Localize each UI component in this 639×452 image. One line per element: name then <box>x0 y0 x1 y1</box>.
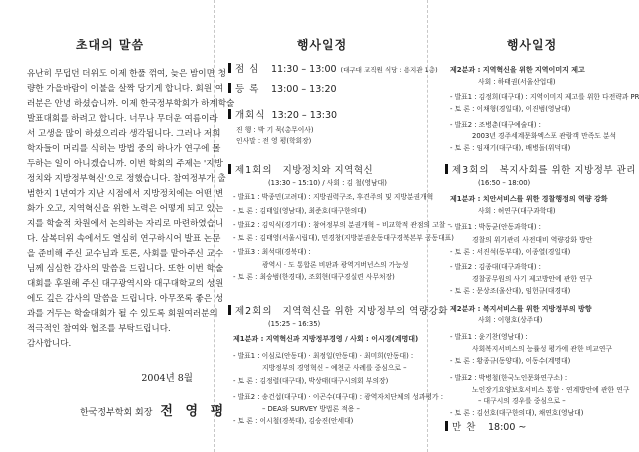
schedule-line: - 발표3 : 최석대(경북대) : <box>233 248 311 256</box>
bullet-bar-icon <box>228 305 231 315</box>
schedule-line: - 토 론 : 서진석(동부대), 이종열(경일대) <box>450 248 571 256</box>
schedule-line: - 토 론 : 임재기(대구대), 배병돌(위덕대) <box>450 144 571 152</box>
schedule-item <box>445 421 526 435</box>
subsession-title: 제1분과 : 지역혁신과 지방정부경영 / 사회 : 이시경(계명대) <box>233 335 419 343</box>
schedule-line: 경찰의 위기관리 사전대비 역량강화 방안 <box>472 236 593 244</box>
schedule-line: - 발표2 : 송건섭(대구대) · 이곤수(대구대) : 광역자치단체의 성과평가 : <box>233 393 444 401</box>
schedule-item <box>228 63 438 77</box>
greeting-date: 2004년 8월 <box>141 373 193 384</box>
bullet-bar-icon <box>228 63 231 73</box>
greeting-line: 을 준비해 주신 교수님과 토론, 사회를 맡아주신 교수 <box>27 249 224 259</box>
greeting-line: 화가 오고, 지역혁신을 위한 노력은 어떻게 되고 있는 <box>27 204 224 214</box>
schedule-label: 제1회의 <box>235 165 273 176</box>
schedule-line: 경찰공무원의 사기 제고방안에 관한 연구 <box>472 275 593 283</box>
session-header <box>445 164 636 178</box>
schedule-line: – DEA와 SURVEY 방법론 적용 – <box>262 405 360 413</box>
schedule-line: 지방정부의 경영혁신 – 예천군 사례를 중심으로 – <box>262 364 407 372</box>
schedule-time: 11:30 – 13:00 <box>271 64 337 75</box>
schedule-line: 인사말 : 전 영 평(학회장) <box>236 137 312 145</box>
schedule-item <box>228 83 337 97</box>
greeting-line: 감사합니다. <box>27 339 72 349</box>
schedule-line: 2003년 경주세계문화엑스포 관람객 만족도 분석 <box>472 132 617 140</box>
greeting-line: 적극적인 참여와 협조를 부탁드립니다. <box>27 324 171 334</box>
schedule-line: - 발표1 : 윤기찬(영남대) : <box>450 333 528 341</box>
schedule-line: - 발표2 : 조병춘(대구예술대) : <box>450 121 541 129</box>
bullet-bar-icon <box>445 164 448 174</box>
schedule-line: - 발표2 : 김익식(경기대) : 참여정부의 분권개혁 – 비교학적 관점의 고찰 – <box>233 221 451 229</box>
greeting-line: 서 고생을 많이 하셨으리라 생각됩니다. 그러나 저희 <box>27 129 221 139</box>
schedule-line: 광역시 · 도 통합론 비판과 광역거버넌스의 가능성 <box>262 261 409 269</box>
schedule-line: - 토 론 : 황종규(동양대), 이동수(계명대) <box>450 357 571 365</box>
subsession-title: 제1분과 : 치안서비스를 위한 경찰행정의 역량 강화 <box>450 195 608 203</box>
schedule-label: 제3회의 <box>452 165 490 176</box>
greeting-line: 러분은 안녕 하셨습니까. 이제 한국정부학회가 하계학술 <box>27 99 235 109</box>
schedule-line: 사회 : 하태권(서울산업대) <box>478 78 556 86</box>
bullet-bar-icon <box>228 164 231 174</box>
schedule-line: 노인장기요양보호서비스 통합 · 연계방안에 관한 연구 <box>472 386 630 394</box>
schedule-item <box>228 109 337 123</box>
schedule-line: - 토 론 : 문상조(울산대), 임헌규(대경대) <box>450 287 571 295</box>
schedule-line: 사회 : 허연구(대구과학대) <box>478 207 556 215</box>
greeting-line: 지를 학술적 차원에서 논의하는 자리로 마련하였습니 <box>27 219 224 229</box>
greeting-line: 유난히 무덥던 더위도 이제 한풀 꺾여, 늦은 밤이면 청 <box>27 69 226 79</box>
schedule-line: - 토 론 : 이시철(경북대), 김승진(안세대) <box>233 417 354 425</box>
schedule-line: - 발표1 : 이심로(안동대) · 최정일(안동대) · 최미희(안동대) : <box>233 352 414 360</box>
greeting-line: 다. 삼복더위 속에서도 열심히 연구하시어 발표 논문 <box>27 234 221 244</box>
schedule-time: 복지사회를 위한 지방정부 관리 <box>499 165 636 176</box>
subsession-title: 제2분과 : 복지서비스를 위한 지방정부의 방향 <box>450 305 592 313</box>
schedule-label: 제2회의 <box>235 306 273 317</box>
schedule-line: - 토 론 : 김태영(서울시립대), 민경창(지방분권운동대구경북본부 공동대표) <box>233 234 454 242</box>
schedule-label: 개회식 <box>235 110 266 121</box>
schedule-time: 13:00 – 13:20 <box>271 84 337 95</box>
schedule-line: (13:30 – 15:10) / 사회 : 김 철(영남대) <box>268 179 387 187</box>
signature-role: 한국정부학회 회장 <box>80 408 153 418</box>
schedule-line: – 대구시의 경우를 중심으로 – <box>478 397 566 405</box>
greeting-line: 에도 깊은 감사의 말씀을 드립니다. 아무쪼록 좋은 성 <box>27 294 224 304</box>
schedule-line: (15:25 – 16:35) <box>268 320 321 328</box>
schedule-line: - 발표1 : 박종민(고려대) : 지방권력구조, 후견주의 및 지방분권개혁 <box>233 193 434 201</box>
greeting-line: 범한지 1년여가 지난 시점에서 지방정치에는 어떤 변 <box>27 189 224 199</box>
bullet-bar-icon <box>228 109 231 119</box>
schedule-label: 점 심 <box>235 64 260 75</box>
bullet-bar-icon <box>445 421 448 431</box>
subsession-title: 제2분과 : 지역혁신을 위한 지역이미지 제고 <box>450 66 585 74</box>
schedule-line: - 발표1 : 박동균(안동과학대) : <box>450 223 541 231</box>
bullet-bar-icon <box>228 83 231 93</box>
right-schedule-title: 행사일정 <box>506 38 558 52</box>
schedule-time: 13:20 – 13:30 <box>271 110 338 121</box>
greeting-body <box>27 67 235 352</box>
schedule-time: 지방정치와 지역혁신 <box>282 165 374 176</box>
schedule-line: - 토 론 : 김정렬(대구대), 박상태(대구시의회 부의장) <box>233 377 389 385</box>
schedule-note: (대구대 교직원 식당 : 용지관 1층) <box>340 66 438 74</box>
schedule-line: - 발표2 : 김종대(대구과학대) : <box>450 263 541 271</box>
session-header <box>228 305 448 319</box>
schedule-line: - 토 론 : 이채형(경일대), 이진범(영남대) <box>450 105 571 113</box>
schedule-time: 지역혁신을 위한 지방정부의 역량강화 <box>282 306 448 317</box>
middle-schedule-title: 행사일정 <box>296 38 348 52</box>
greeting-line: 대회를 후원해 주신 대구광역시와 대구대학교의 성원 <box>27 279 224 289</box>
greeting-signature <box>80 400 227 419</box>
schedule-line: - 토 론 : 최승범(한경대), 조회현(대구경실련 사무처장) <box>233 273 395 281</box>
session-header <box>228 164 373 178</box>
signature-name: 전 영 평 <box>160 404 228 419</box>
greeting-line: 량한 가을바람이 이불을 살짝 당기게 합니다. 회원 여 <box>27 84 224 94</box>
greeting-title: 초대의 말씀 <box>75 38 145 52</box>
greeting-line: 발표대회를 하려고 합니다. 너무나 무더운 여름이라 <box>27 114 218 124</box>
greeting-line: 두하는 일이 아니겠습니까. 이번 학회의 주제는 '지방 <box>27 159 223 169</box>
schedule-line: - 발표2 : 박병철(한국노인문화연구소) : <box>450 374 568 382</box>
greeting-line: 과를 거두는 학술대회가 될 수 있도록 회원여러분의 <box>27 309 218 319</box>
schedule-line: - 토 론 : 김태일(영남대), 최준호(대구한의대) <box>233 207 367 215</box>
greeting-line: 정치와 지방정부혁신'으로 정했습니다. 참여정부가 출 <box>27 174 226 184</box>
schedule-label: 만 찬 <box>452 422 477 433</box>
greeting-line: 님께 심심한 감사의 말씀을 드립니다. 또한 이번 학술 <box>27 264 224 274</box>
schedule-line: 사회복지서비스의 능률성 평가에 관한 비교연구 <box>472 345 612 353</box>
schedule-line: 사회 : 이형호(상주대) <box>478 316 543 324</box>
schedule-label: 등 록 <box>235 84 260 95</box>
schedule-line: 진 행 : 박 기 묵(총무이사) <box>236 126 314 134</box>
schedule-time: 18:00 ~ <box>488 422 527 433</box>
schedule-line: (16:50 – 18:00) <box>478 179 531 187</box>
schedule-line: - 발표1 : 김정희(대구대) : 지역이미지 제고를 위한 다전략과 PR <box>450 93 639 101</box>
schedule-line: - 토 론 : 김선호(대구한의대), 채연호(영남대) <box>450 409 584 417</box>
greeting-line: 학자들이 머리를 식히는 방법 중의 하나가 연구에 몰 <box>27 144 221 154</box>
